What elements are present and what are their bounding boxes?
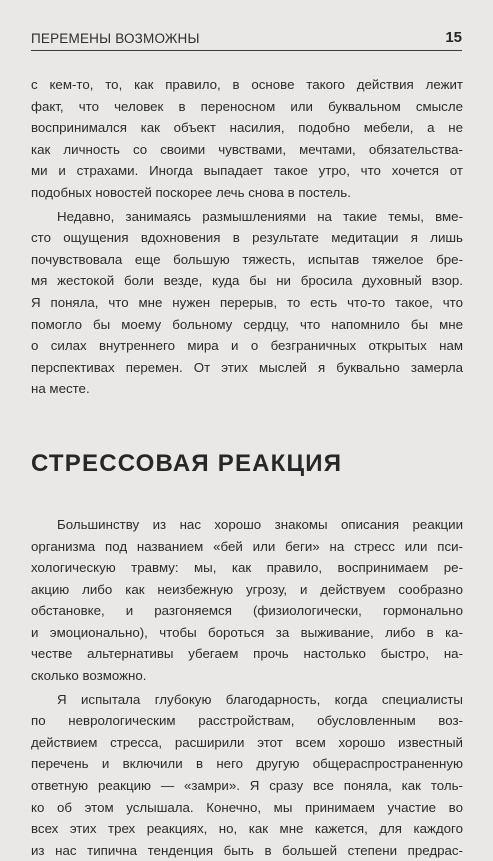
- text-line: из нас типична тенденция быть в большей степени предрас-: [31, 842, 463, 858]
- text-line: воспринимался как объект насилия, подобно мебели, а не: [31, 120, 463, 136]
- text-line: перспективах перемен. От этих мыслей я буквально замерла: [31, 359, 463, 375]
- text-line: акцию либо как неизбежную угрозу, и действуем сообразно: [31, 581, 463, 597]
- section-heading: СТРЕССОВАЯ РЕАКЦИЯ: [31, 449, 343, 477]
- section-paragraphs: [31, 514, 463, 861]
- text-line: с кем-то, то, как правило, в основе такого действия лежит: [31, 77, 463, 92]
- text-line: помогло бы моему больному сердцу, что напомнило бы мне: [31, 316, 463, 332]
- intro-paragraphs: [31, 74, 463, 400]
- text-line: по неврологическим расстройствам, обусловленным воз-: [31, 713, 463, 729]
- text-line: хологическую травму: мы, как правило, воспринимаем ре-: [31, 560, 463, 576]
- text-line: организма под названием «бей или беги» на стресс или пси-: [31, 538, 463, 554]
- text-line: Недавно, занимаясь размышлениями на такие темы, вме-: [57, 208, 463, 224]
- text-line: как личность со своими чувствами, мечтами, обязательства-: [31, 141, 463, 157]
- text-line: перечень и включили в него другую общераспространенную: [31, 756, 463, 772]
- text-line: обстановке, и разгоняемся (физиологически, гормонально: [31, 603, 463, 619]
- text-line: подобных новостей поскорее лечь снова в постель.: [31, 184, 351, 200]
- text-line: честве альтернативы убегаем прочь настолько быстро, на-: [31, 646, 463, 662]
- page-header: [31, 20, 462, 51]
- text-line: мя жестокой боли везде, куда бы ни бросила духовный взор.: [31, 273, 463, 289]
- text-line: на месте.: [31, 381, 90, 397]
- text-line: всех этих трех реакциях, но, как мне кажется, для каждого: [31, 821, 463, 837]
- page-body: [31, 74, 463, 861]
- text-line: о силах внутреннего мира и о безграничных открытых нам: [31, 338, 463, 354]
- text-line: сколько возможно.: [31, 668, 147, 684]
- text-line: почувствовала еще большую тяжесть, испытав тяжелое бре-: [31, 251, 463, 267]
- page-number: 15: [445, 29, 462, 46]
- text-line: действием стресса, расширили этот всем хорошо известный: [31, 734, 463, 750]
- text-line: ми и страхами. Иногда выпадает такое утро, что хочется от: [31, 163, 463, 179]
- text-line: Большинству из нас хорошо знакомы описания реакции: [57, 516, 463, 532]
- running-title: ПЕРЕМЕНЫ ВОЗМОЖНЫ: [31, 31, 200, 46]
- text-line: ко об этом услышала. Конечно, мы принимаем участие во: [31, 799, 463, 815]
- text-line: Я испытала глубокую благодарность, когда специалисты: [57, 691, 463, 707]
- text-line: Я поняла, что мне нужен перерыв, то есть что-то такое, что: [31, 294, 463, 310]
- text-line: факт, что человек в переносном или буквальном смысле: [31, 98, 463, 114]
- text-line: сто ощущения вдохновения в результате медитации я лишь: [31, 230, 463, 246]
- text-line: и эмоционально), чтобы бороться за выживание, либо в ка-: [31, 624, 463, 640]
- text-line: ответную реакцию — «замри». Я сразу все поняла, как толь-: [31, 778, 463, 794]
